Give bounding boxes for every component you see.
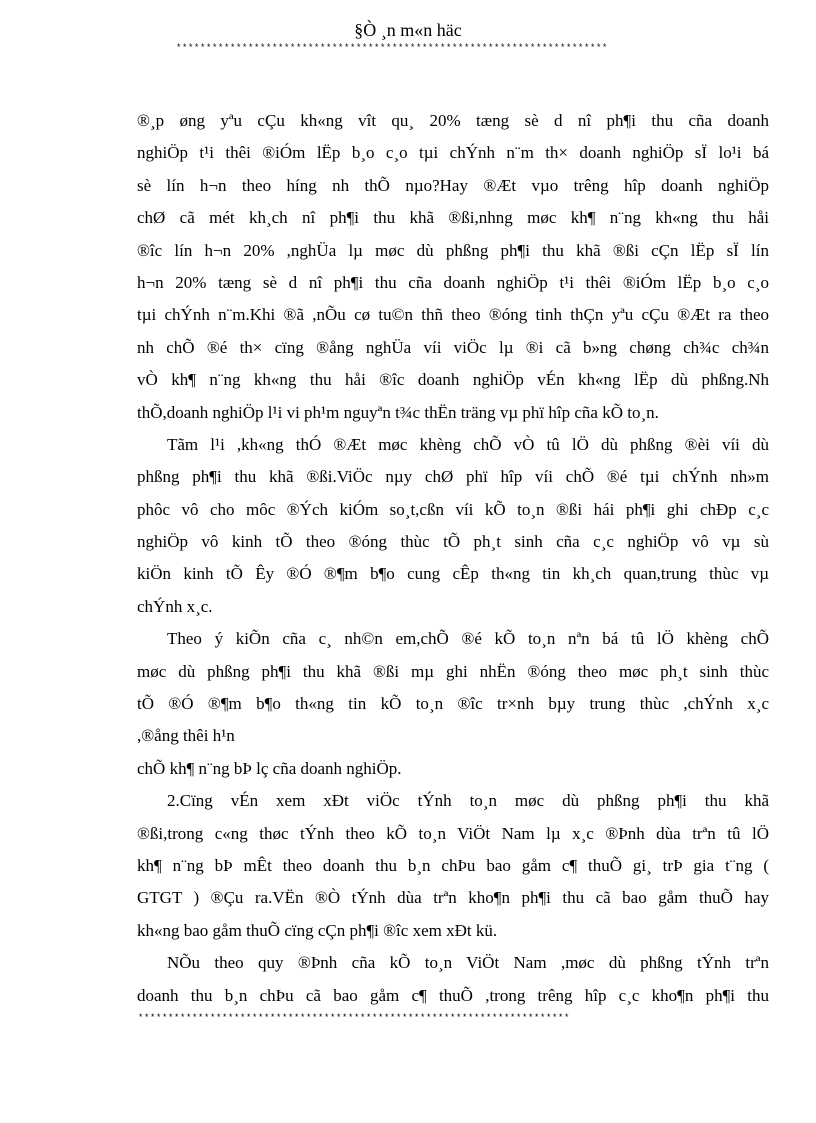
text-line: thÕ,doanh nghiÖp l¹i vi ph¹m nguyªn t¾c thËn träng vµ phï hîp cña kÕ to¸n. — [137, 402, 659, 422]
text-line: doanh thu b¸n chÞu cã bao gåm c¶ thuÕ ,trong trêng hîp c¸c kho¶n ph¶i thu — [137, 985, 769, 1005]
text-line: ®îc lín h¬n 20% ,nghÜa lµ møc dù phßng ph¶i thu khã ®ßi cÇn lËp sÏ lín — [137, 240, 769, 260]
text-line: 2.Cïng vÉn xem xÐt viÖc tÝnh to¸n møc dù phßng ph¶i thu khã — [167, 791, 769, 811]
page-header-title: §Ò ¸n m«n häc — [354, 20, 462, 40]
text-line: phôc vô cho môc ®Ých kiÓm so¸t,cßn víi kÕ to¸n ®ßi hái ph¶i ghi chÐp c¸c — [137, 499, 769, 519]
text-line: chÝnh x¸c. — [137, 596, 213, 616]
text-line: vÒ kh¶ n¨ng kh«ng thu håi ®îc doanh nghiÖp vÉn kh«ng lËp dù phßng.Nh — [137, 370, 769, 390]
text-line: kh«ng bao gåm thuÕ cïng cÇn ph¶i ®îc xem xÐt kü. — [137, 920, 498, 940]
text-line: ®ßi,trong c«ng thøc tÝnh theo kÕ to¸n ViÖt Nam lµ x¸c ®Þnh dùa trªn tû lÖ — [137, 823, 769, 843]
text-line: chÕ kh¶ n¨ng bÞ lç cña doanh nghiÖp. — [137, 758, 402, 778]
text-line: h¬n 20% tæng sè d nî ph¶i thu cña doanh nghiÖp t¹i thêi ®iÓm lËp b¸o c¸o — [137, 272, 769, 292]
body-text — [137, 105, 769, 1012]
text-line: chØ cã mét kh¸ch nî ph¶i thu khã ®ßi,nhng møc kh¶ n¨ng kh«ng thu håi — [137, 208, 769, 228]
text-line: Tãm l¹i ,kh«ng thÓ ®Æt møc khèng chÕ vÒ tû lÖ dù phßng ®èi víi dù — [167, 434, 769, 454]
text-line: tÕ ®Ó ®¶m b¶o th«ng tin kÕ to¸n ®îc tr×nh bµy trung thùc ,chÝnh x¸c — [137, 694, 769, 714]
text-line: ,®ång thêi h¹n — [137, 726, 235, 746]
text-line: tµi chÝnh n¨m.Khi ®ã ,nÕu cø tu©n thñ theo ®óng tinh thÇn yªu cÇu ®Æt ra theo — [137, 305, 769, 325]
text-line: nh chÕ ®é th× cïng ®ång nghÜa víi viÖc lµ ®i cã b»ng chøng ch¾c ch¾n — [137, 337, 769, 357]
text-line: møc dù phßng ph¶i thu khã ®ßi mµ ghi nhËn ®óng theo møc ph¸t sinh thùc — [137, 661, 769, 681]
text-line: nghiÖp t¹i thêi ®iÓm lËp b¸o c¸o tµi chÝnh n¨m th× doanh nghiÖp sÏ lo¹i bá — [137, 143, 769, 163]
text-line: GTGT ) ®Çu ra.VËn ®Ò tÝnh dùa trªn kho¶n ph¶i thu cã bao gåm thuÕ hay — [137, 888, 769, 908]
text-line: sè lín h¬n theo híng nh thÕ nµo?Hay ®Æt vµo trêng hîp doanh nghiÖp — [137, 175, 769, 195]
text-line: ®¸p øng yªu cÇu kh«ng vît qu¸ 20% tæng sè d nî ph¶i thu cña doanh — [137, 111, 769, 130]
text-line: kh¶ n¨ng bÞ mÊt theo doanh thu b¸n chÞu bao gåm c¶ thuÕ gi¸ trÞ gia t¨ng ( — [137, 855, 769, 875]
header-asterisk-rule: ************************************************************************ — [176, 43, 609, 53]
text-line: Theo ý kiÕn cña c¸ nh©n em,chÕ ®é kÕ to¸n nªn bá tû lÖ khèng chÕ — [167, 629, 769, 649]
text-line: kiÖn kinh tÕ Êy ®Ó ®¶m b¶o cung cÊp th«ng tin kh¸ch quan,trung thùc vµ — [137, 564, 769, 584]
text-line: NÕu theo quy ®Þnh cña kÕ to¸n ViÖt Nam ,møc dù phßng tÝnh trªn — [167, 953, 769, 973]
text-line: nghiÖp vô kinh tÕ theo ®óng thùc tÕ ph¸t sinh cña c¸c nghiÖp vô vµ sù — [137, 532, 769, 552]
text-line: phßng ph¶i thu khã ®ßi.ViÖc nµy chØ phï hîp víi chÕ ®é tµi chÝnh nh»m — [137, 467, 769, 487]
footer-asterisk-rule: ************************************************************************ — [138, 1013, 571, 1023]
